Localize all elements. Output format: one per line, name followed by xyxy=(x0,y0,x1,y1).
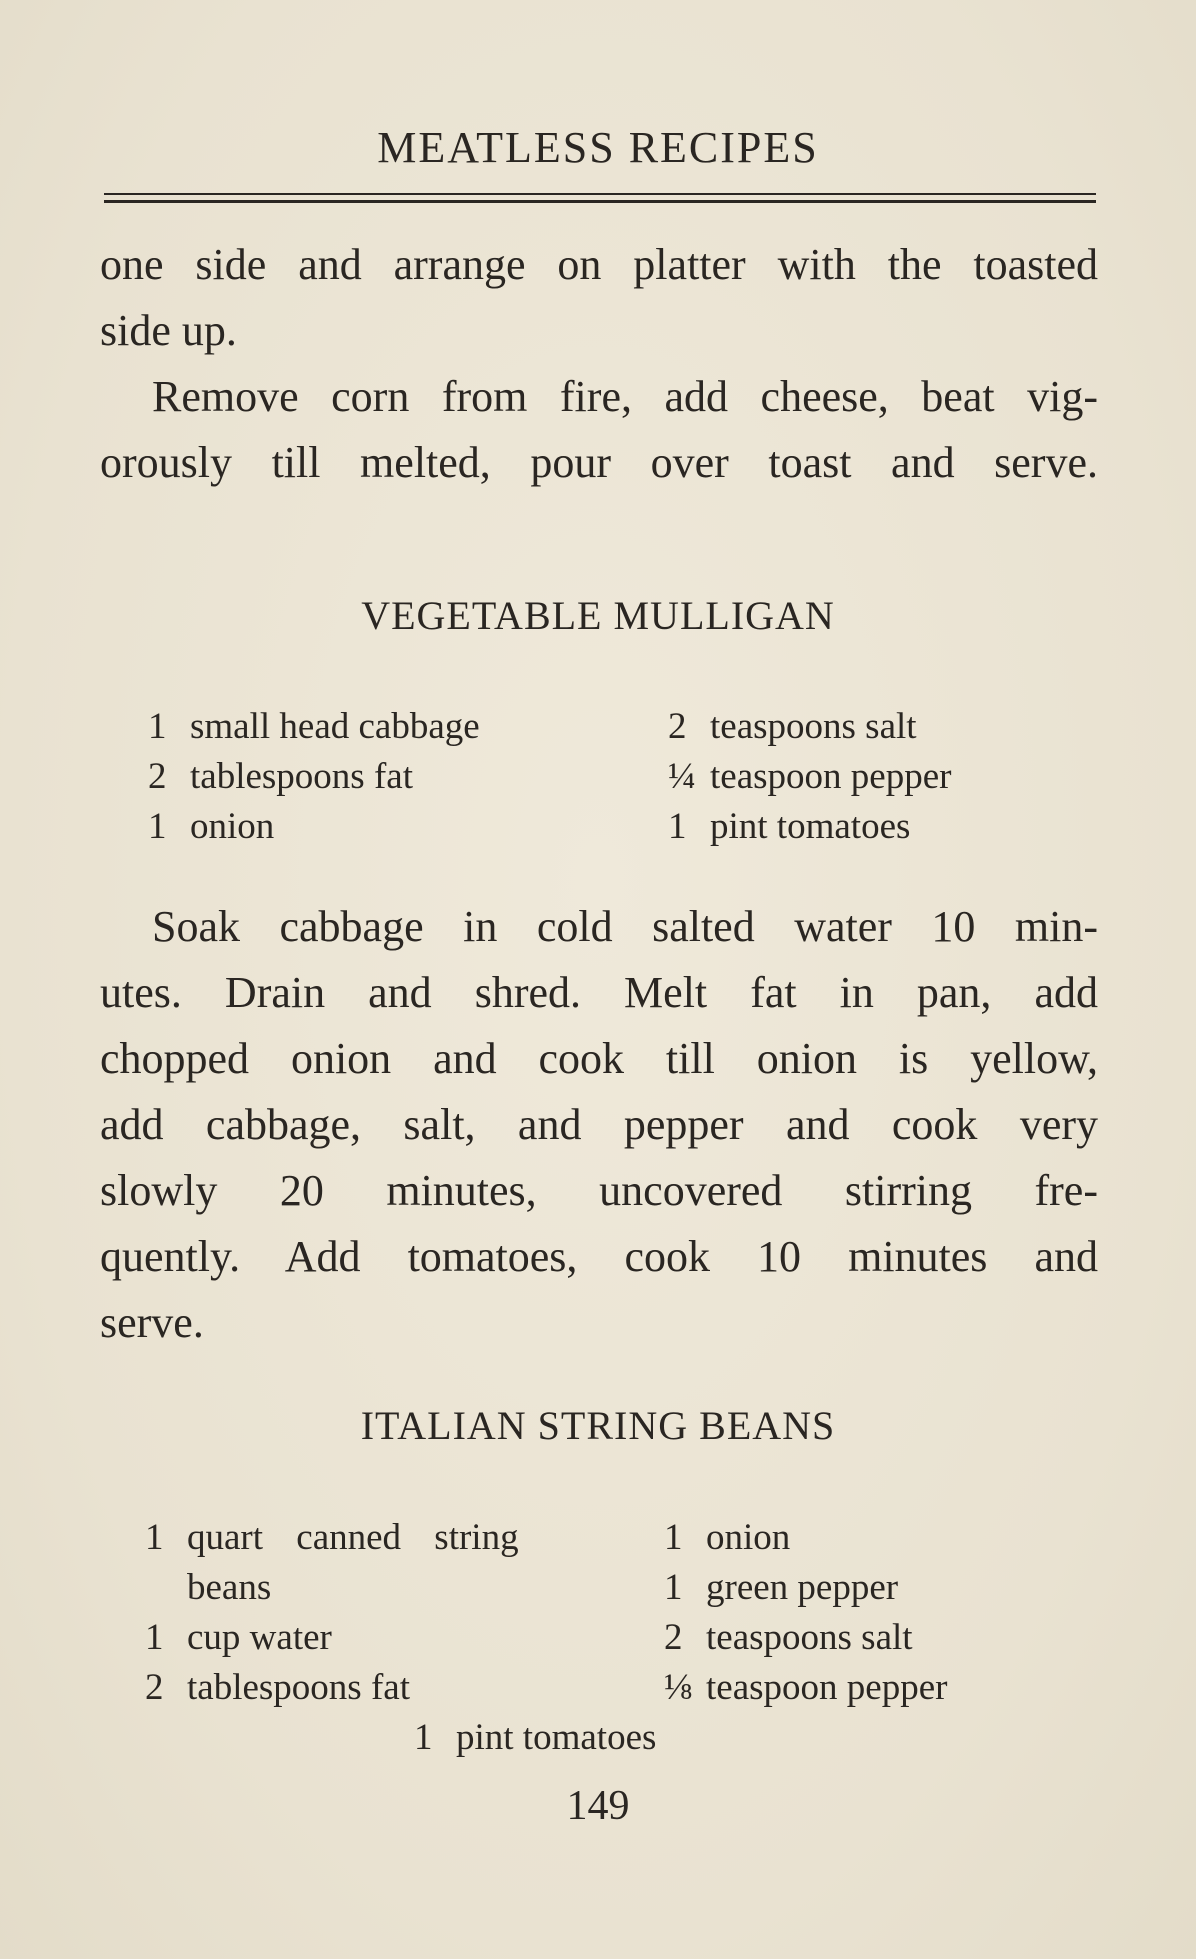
ingredient-name: pint tomatoes xyxy=(710,806,911,847)
ingredient-item xyxy=(145,1513,519,1563)
ingredient-item xyxy=(148,752,480,802)
ingredient-name: small head cabbage xyxy=(190,706,480,747)
text-line: serve. xyxy=(100,1298,204,1347)
method-paragraph-vegetable-mulligan xyxy=(100,894,1098,1356)
page-number: 149 xyxy=(566,1783,630,1829)
ingredient-qty: 2 xyxy=(664,1617,683,1658)
text-line: Remove corn from fire, add cheese, beat vig- xyxy=(152,372,1098,421)
ingredient-qty: 1 xyxy=(148,806,167,847)
ingredient-qty: 1 xyxy=(414,1717,433,1758)
text-line: add cabbage, salt, and pepper and cook very xyxy=(100,1100,1098,1149)
ingredient-qty: 2 xyxy=(145,1667,164,1708)
ingredient-name: quart canned string xyxy=(187,1517,519,1558)
ingredient-name: tablespoons fat xyxy=(190,756,413,797)
intro-paragraph xyxy=(100,232,1098,496)
text-line: slowly 20 minutes, uncovered stirring fre- xyxy=(100,1166,1098,1215)
ingredient-name: cup water xyxy=(187,1617,332,1658)
text-line: orously till melted, pour over toast and serve. xyxy=(100,438,1098,487)
ingredient-name: onion xyxy=(190,806,275,847)
ingredient-qty: 1 xyxy=(668,806,687,847)
text-line: side up. xyxy=(100,306,237,355)
recipe-title-italian-string-beans: ITALIAN STRING BEANS xyxy=(360,1403,836,1448)
ingredient-name: pint tomatoes xyxy=(456,1717,657,1758)
ingredient-qty: 1 xyxy=(664,1567,683,1608)
ingredient-name: green pepper xyxy=(706,1567,899,1608)
ingredient-name: teaspoons salt xyxy=(706,1617,913,1658)
ingredient-item xyxy=(148,802,480,852)
ingredient-item xyxy=(668,752,951,802)
text-line: quently. Add tomatoes, cook 10 minutes and xyxy=(100,1232,1098,1281)
ingredient-item xyxy=(664,1663,947,1713)
ingredient-list-left xyxy=(148,702,480,852)
ingredient-qty: 1 xyxy=(664,1517,683,1558)
text-line: chopped onion and cook till onion is yellow, xyxy=(100,1034,1098,1083)
text-line: one side and arrange on platter with the toasted xyxy=(100,240,1098,289)
ingredient-list-left xyxy=(145,1513,519,1713)
ingredient-qty: 2 xyxy=(668,706,687,747)
ingredient-name: onion xyxy=(706,1517,791,1558)
ingredient-item xyxy=(145,1613,519,1663)
ingredient-list-right xyxy=(664,1513,947,1713)
ingredient-list-right xyxy=(668,702,951,852)
ingredient-item xyxy=(414,1713,656,1763)
header-rule-top xyxy=(104,193,1096,195)
ingredient-item xyxy=(145,1663,519,1713)
text-line: Soak cabbage in cold salted water 10 min- xyxy=(152,902,1098,951)
ingredient-name: tablespoons fat xyxy=(187,1667,410,1708)
ingredient-qty: 1 xyxy=(145,1617,164,1658)
ingredient-qty: ¼ xyxy=(668,756,696,797)
ingredient-name: teaspoon pepper xyxy=(710,756,952,797)
ingredient-item xyxy=(664,1563,947,1613)
ingredient-centered xyxy=(414,1713,656,1763)
ingredient-item xyxy=(668,702,951,752)
header-rule-bottom xyxy=(104,200,1096,203)
ingredient-qty: 1 xyxy=(148,706,167,747)
recipe-title-vegetable-mulligan: VEGETABLE MULLIGAN xyxy=(361,593,835,638)
ingredient-qty: 1 xyxy=(145,1517,164,1558)
ingredient-item xyxy=(145,1563,519,1613)
running-head: MEATLESS RECIPES xyxy=(377,123,819,172)
ingredient-name: teaspoons salt xyxy=(710,706,917,747)
ingredient-name: teaspoon pepper xyxy=(706,1667,948,1708)
ingredient-name: beans xyxy=(187,1567,272,1608)
ingredient-item xyxy=(148,702,480,752)
ingredient-qty: ⅛ xyxy=(664,1667,692,1708)
ingredient-item xyxy=(664,1613,947,1663)
ingredient-qty: 2 xyxy=(148,756,167,797)
ingredient-item xyxy=(664,1513,947,1563)
ingredient-item xyxy=(668,802,951,852)
text-line: utes. Drain and shred. Melt fat in pan, add xyxy=(100,968,1098,1017)
